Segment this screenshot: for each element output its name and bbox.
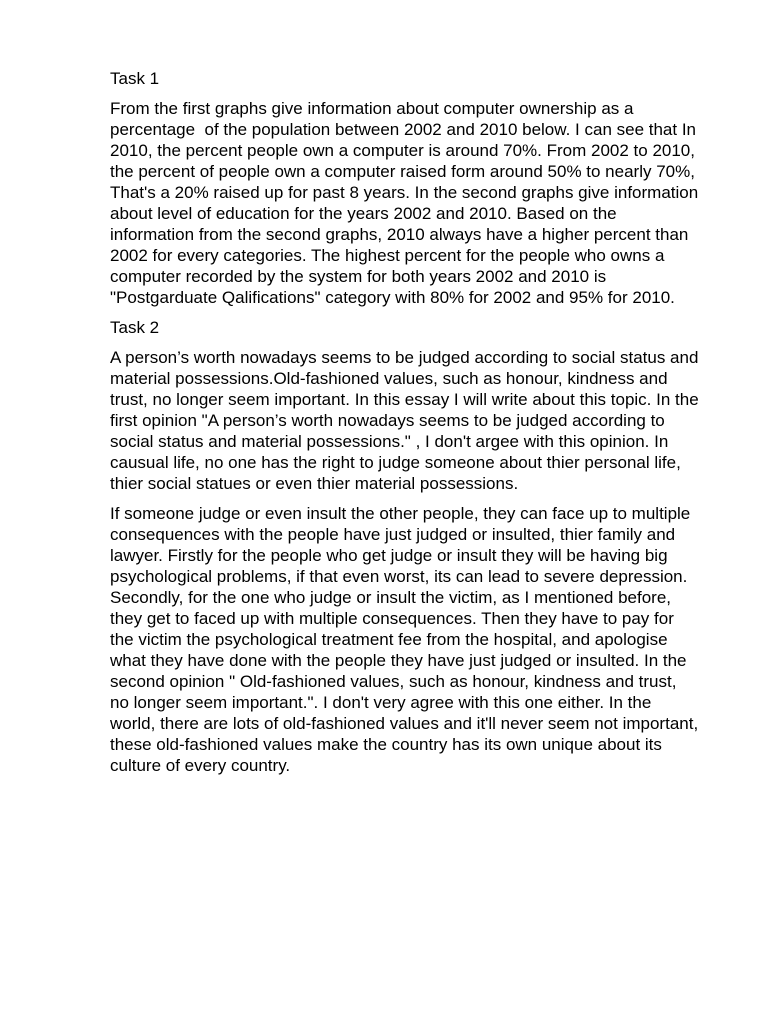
task2-paragraph-2: If someone judge or even insult the other people, they can face up to multiple consequences with the people have just judged or insulted, thier family and lawyer. Firstly for the people who get judge or insult they will be having big psychological problems, if that even worst, its can lead to severe depression. Secondly, for the one who judge or insult the victim, as I mentioned before, they get to faced up with multiple consequences. Then they have to pay for the victim the psychological treatment fee from the hospital, and apologise what they have done with the people they have just judged or insulted. In the second opinion " Old-fashioned values, such as honour, kindness and trust, no longer seem important.". I don't very agree with this one either. In the world, there are lots of old-fashioned values and it'll never seem not important, these old-fashioned values make the country has its own unique about its culture of every country.	[110, 504, 703, 775]
task2-paragraph-1: A person’s worth nowadays seems to be judged according to social status and material possessions.Old-fashioned values, such as honour, kindness and trust, no longer seem important. In this essay I will write about this topic. In the first opinion "A person’s worth nowadays seems to be judged according to social status and material possessions." , I don't argee with this opinion. In causual life, no one has the right to judge someone about thier personal life, thier social statues or even thier material possessions.	[110, 348, 704, 493]
document-page	[110, 68, 704, 785]
task1-paragraph: From the first graphs give information about computer ownership as a percentage of the population between 2002 and 2010 below. I can see that In 2010, the percent people own a computer is around 70%. From 2002 to 2010, the percent of people own a computer raised form around 50% to nearly 70%, That's a 20% raised up for past 8 years. In the second graphs give information about level of education for the years 2002 and 2010. Based on the information from the second graphs, 2010 always have a higher percent than 2002 for every categories. The highest percent for the people who owns a computer recorded by the system for both years 2002 and 2010 is "Postgarduate Qalifications" category with 80% for 2002 and 95% for 2010.	[110, 99, 703, 307]
task2-heading: Task 2	[110, 318, 160, 337]
task1-heading: Task 1	[110, 69, 160, 88]
